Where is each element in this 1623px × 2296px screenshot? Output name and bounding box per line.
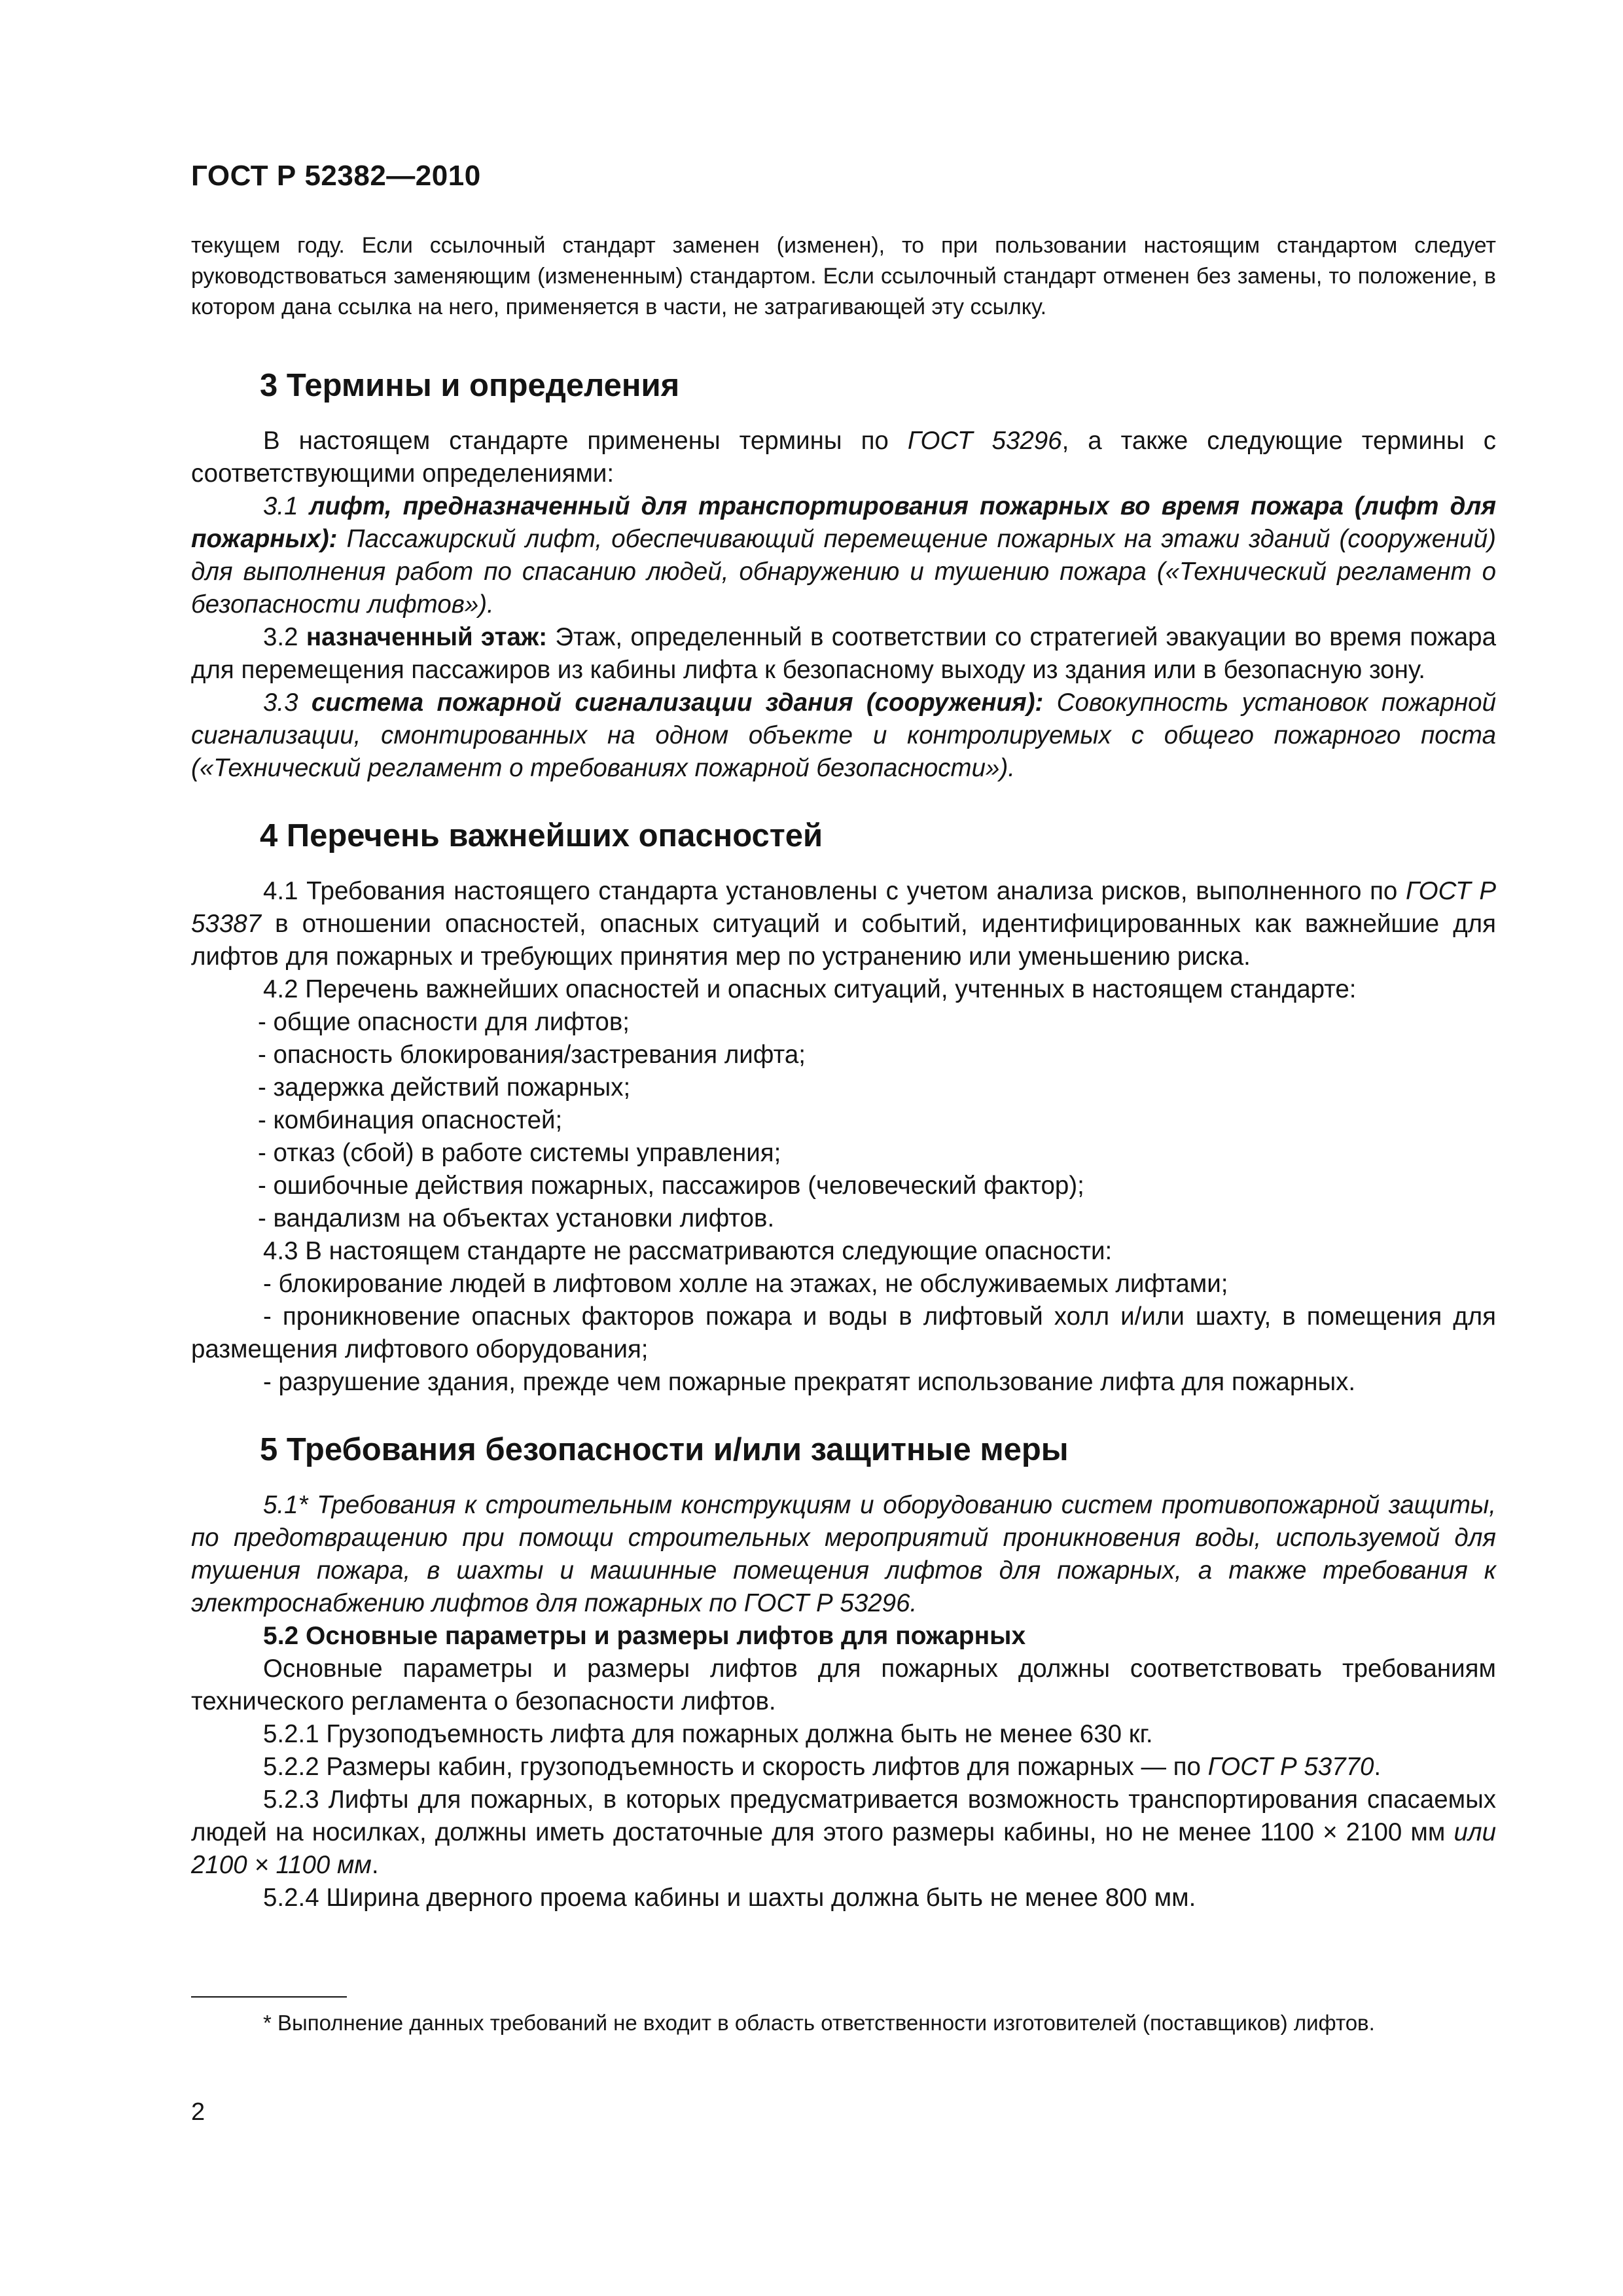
list-item: - комбинация опасностей; bbox=[258, 1106, 563, 1134]
footnote-divider bbox=[191, 1996, 347, 1998]
para-4-1: 4.1 Требования настоящего стандарта установлены с учетом анализа рисков, выполненного по ГОСТ Р 53387 в отношении опасностей, опасных ситуаций и событий, идентифицированных как важнейшие для лифтов для пожарных и требующих принятия мер по устранению или уменьшению риска. bbox=[191, 877, 1496, 971]
para-4-2: 4.2 Перечень важнейших опасностей и опасных ситуаций, учтенных в настоящем стандарте: bbox=[263, 975, 1357, 1003]
standard-header: ГОСТ Р 52382—2010 bbox=[191, 160, 481, 192]
list-item: - ошибочные действия пожарных, пассажиров (человеческий фактор); bbox=[258, 1172, 1084, 1200]
list-item: - опасность блокирования/застревания лифта; bbox=[258, 1041, 806, 1069]
list-item: - общие опасности для лифтов; bbox=[258, 1008, 630, 1036]
section-4-title: 4 Перечень важнейших опасностей bbox=[260, 818, 823, 853]
page-content bbox=[191, 230, 1496, 1914]
para-5-1: 5.1* Требования к строительным конструкциям и оборудованию систем противопожарной защиты, по предотвращению при помощи строительных мероприятий проникновения воды, используемой для тушения пожара, в шахты и машинные помещения лифтов для пожарных, а также требования к электроснабжению лифтов для пожарных по ГОСТ Р 53296. bbox=[191, 1491, 1496, 1617]
para-5-2-4: 5.2.4 Ширина дверного проема кабины и шахты должна быть не менее 800 мм. bbox=[263, 1884, 1196, 1912]
list-item: - задержка действий пожарных; bbox=[258, 1073, 631, 1102]
list-item: - блокирование людей в лифтовом холле на этажах, не обслуживаемых лифтами; bbox=[263, 1270, 1228, 1298]
hazard-list-4-2 bbox=[191, 1006, 1496, 1235]
term-3-2: 3.2 назначенный этаж: Этаж, определенный в соответствии со стратегией эвакуации во время пожара для перемещения пассажиров из кабины лифта к безопасному выходу из здания или в безопасную зону. bbox=[191, 623, 1497, 684]
para-5-2-3: 5.2.3 Лифты для пожарных, в которых предусматривается возможность транспортирования спасаемых людей на носилках, должны иметь достаточные для этого размеры кабины, но не менее 1100 × 2100 мм или 2100 × 1100 мм. bbox=[191, 1785, 1496, 1879]
term-3-1-definition: Пассажирский лифт, обеспечивающий перемещение пожарных на этажи зданий (сооружений) для выполнения работ по спасанию людей, обнаружению и тушению пожара («Технический регламент о безопасности лифтов»). bbox=[191, 525, 1496, 619]
intro-paragraph: текущем году. Если ссылочный стандарт заменен (изменен), то при пользовании настоящим стандартом следует руководствоваться заменяющим (измененным) стандартом. Если ссылочный стандарт отменен без замены, то положение, в котором дана ссылка на него, применяется в части, не затрагивающей эту ссылку. bbox=[191, 233, 1496, 319]
list-item: - отказ (сбой) в работе системы управления; bbox=[258, 1139, 781, 1167]
term-3-3: 3.3 система пожарной сигнализации здания (сооружения): Совокупность установок пожарной сигнализации, смонтированных на одном объекте и контролируемых с общего пожарного поста («Технический регламент о требованиях пожарной безопасности»). bbox=[191, 689, 1496, 782]
list-item: - разрушение здания, прежде чем пожарные прекратят использование лифта для пожарных. bbox=[263, 1368, 1356, 1396]
gost-reference: ГОСТ 53296 bbox=[907, 427, 1062, 455]
term-3-3-name: система пожарной сигнализации здания (сооружения): bbox=[311, 689, 1044, 717]
para-4-3: 4.3 В настоящем стандарте не рассматриваются следующие опасности: bbox=[263, 1237, 1113, 1265]
list-item: - вандализм на объектах установки лифтов. bbox=[258, 1204, 775, 1232]
para-5-2: Основные параметры и размеры лифтов для пожарных должны соответствовать требованиям технического регламента о безопасности лифтов. bbox=[191, 1655, 1496, 1715]
term-3-1: 3.1 лифт, предназначенный для транспортирования пожарных во время пожара (лифт для пожарных): Пассажирский лифт, обеспечивающий перемещение пожарных на этажи зданий (сооружений) для выполнения работ по спасанию людей, обнаружению и тушению пожара («Технический регламент о безопасности лифтов»). bbox=[191, 492, 1496, 619]
gost-reference: ГОСТ Р 53770 bbox=[1207, 1753, 1374, 1781]
term-3-2-name: назначенный этаж: bbox=[306, 623, 548, 651]
page-number: 2 bbox=[191, 2098, 205, 2126]
term-3-2-definition: Этаж, определенный в соответствии со стратегией эвакуации во время пожара для перемещения пассажиров из кабины лифта к безопасному выходу из здания или в безопасную зону. bbox=[191, 623, 1497, 684]
section-5-title: 5 Требования безопасности и/или защитные меры bbox=[260, 1432, 1069, 1467]
footnote: * Выполнение данных требований не входит в область ответственности изготовителей (поставщиков) лифтов. bbox=[263, 2011, 1375, 2035]
para-5-2-2: 5.2.2 Размеры кабин, грузоподъемность и скорость лифтов для пожарных — по ГОСТ Р 53770. bbox=[263, 1753, 1382, 1781]
term-3-1-name: лифт, предназначенный для транспортирования пожарных во время пожара (лифт для пожарных): bbox=[191, 492, 1496, 553]
section-3-intro: В настоящем стандарте применены термины по ГОСТ 53296, а также следующие термины с соответствующими определениями: bbox=[191, 427, 1496, 488]
term-3-3-definition: Совокупность установок пожарной сигнализации, смонтированных на одном объекте и контролируемых с общего пожарного поста («Технический регламент о требованиях пожарной безопасности»). bbox=[191, 689, 1496, 782]
para-5-2-1: 5.2.1 Грузоподъемность лифта для пожарных должна быть не менее 630 кг. bbox=[263, 1720, 1153, 1748]
gost-reference: ГОСТ Р 53387 bbox=[191, 877, 1496, 938]
subsection-5-2-title: 5.2 Основные параметры и размеры лифтов для пожарных bbox=[263, 1622, 1026, 1650]
section-3-title: 3 Термины и определения bbox=[260, 368, 680, 403]
list-item: - проникновение опасных факторов пожара и воды в лифтовый холл и/или шахту, в помещения для размещения лифтового оборудования; bbox=[191, 1302, 1496, 1363]
